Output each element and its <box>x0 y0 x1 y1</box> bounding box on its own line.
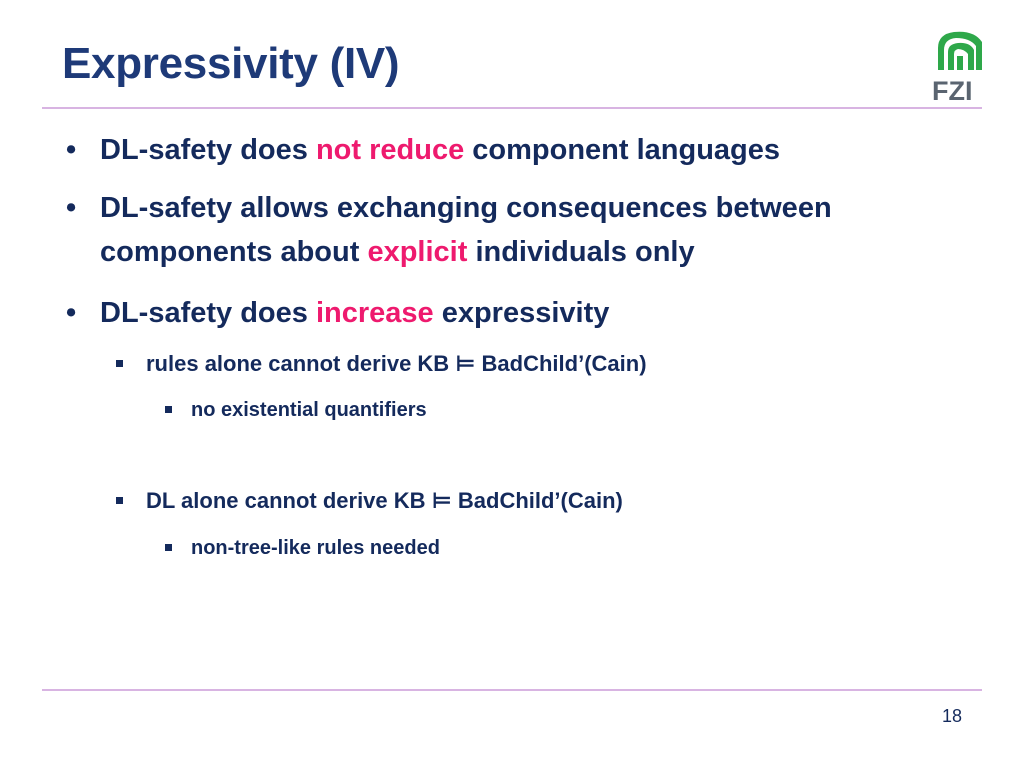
bullet-dot-icon: • <box>66 297 77 329</box>
bullet-item <box>66 128 980 172</box>
bullet-text: expressivity <box>433 297 610 329</box>
logo-text: FZI <box>932 76 973 106</box>
sub-bullet-item <box>146 350 976 378</box>
bullet-text: DL-safety allows exchanging consequences between <box>100 192 832 224</box>
square-bullet-icon <box>116 360 123 367</box>
bullet-item <box>66 291 980 335</box>
page-number: 18 <box>941 706 962 726</box>
square-bullet-icon <box>165 544 172 551</box>
footer-divider <box>42 689 982 691</box>
sub-sub-bullet-text: no existential quantifiers <box>191 399 427 421</box>
sub-bullet-text: DL alone cannot derive KB ⊨ BadChild’(Cain) <box>146 488 623 513</box>
sub-sub-bullet-item <box>191 397 971 423</box>
square-bullet-icon <box>165 406 172 413</box>
highlight-text: increase <box>315 297 434 329</box>
bullet-item <box>66 186 980 274</box>
square-bullet-icon <box>116 497 123 504</box>
sub-sub-bullet-text: non-tree-like rules needed <box>191 537 440 559</box>
slide-title: Expressivity (IV) <box>62 39 400 88</box>
sub-bullet-text: rules alone cannot derive KB ⊨ BadChild’(Cain) <box>146 351 647 376</box>
bullet-text: DL-safety does <box>100 134 316 166</box>
bullet-dot-icon: • <box>66 192 77 224</box>
sub-sub-bullet-item <box>191 535 971 561</box>
highlight-text: not reduce <box>315 134 465 166</box>
bullet-text: components about <box>100 236 368 268</box>
bullet-text: individuals only <box>467 236 695 268</box>
bullet-text: component languages <box>464 134 781 166</box>
bullet-text: DL-safety does <box>100 297 316 329</box>
sub-bullet-item <box>146 487 976 515</box>
bullet-dot-icon: • <box>66 134 77 166</box>
highlight-text: explicit <box>367 236 468 268</box>
